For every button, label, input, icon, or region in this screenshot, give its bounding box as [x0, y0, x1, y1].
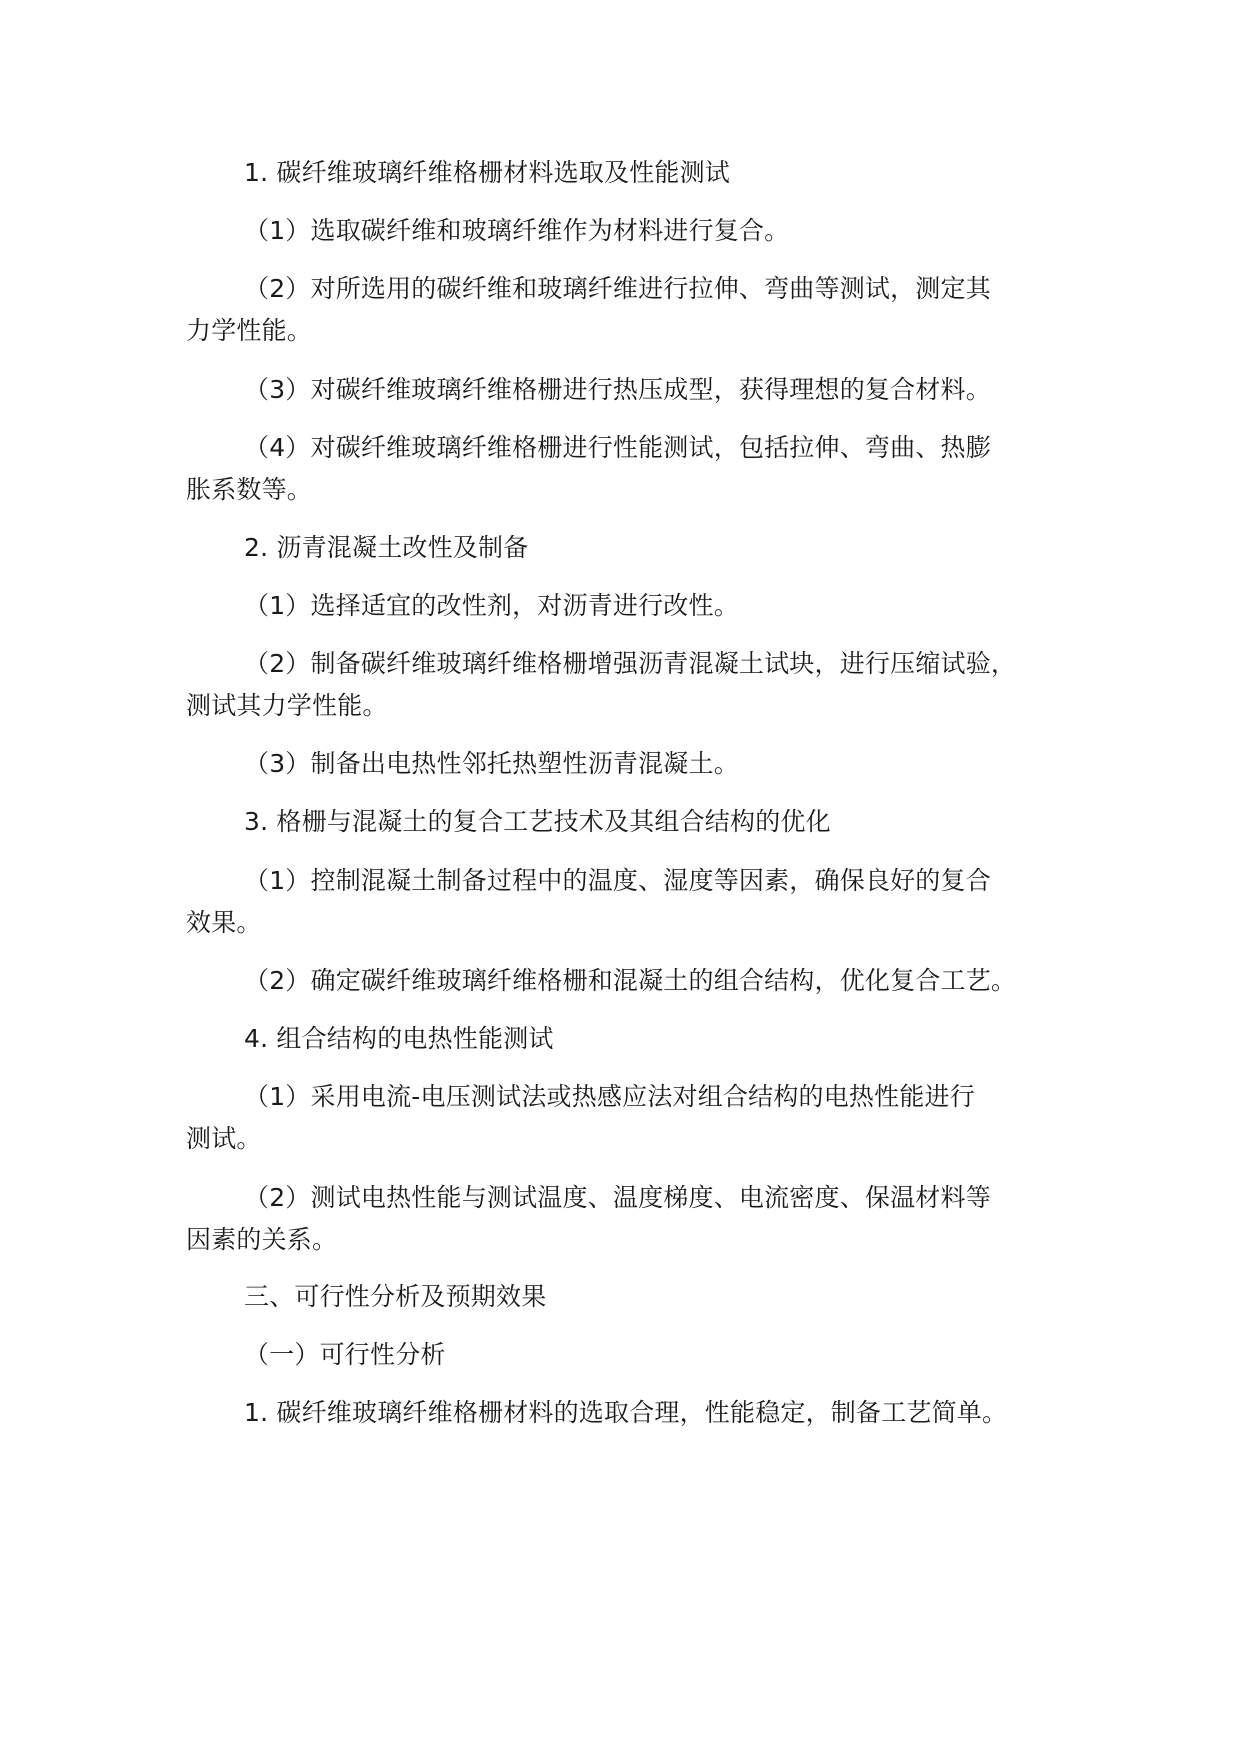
paragraph-3-2: （2）确定碳纤维玻璃纤维格栅和混凝土的组合结构，优化复合工艺。 [244, 966, 1017, 995]
section-heading-1: 1. 碳纤维玻璃纤维格栅材料选取及性能测试 [244, 158, 731, 187]
subsection-heading-1: （一）可行性分析 [244, 1340, 446, 1369]
paragraph-4-2: （2）测试电热性能与测试温度、温度梯度、电流密度、保温材料等 [244, 1183, 991, 1212]
paragraph-1-2-cont: 力学性能。 [186, 316, 313, 345]
paragraph-2-3: （3）制备出电热性邻托热塑性沥青混凝土。 [244, 749, 739, 778]
paragraph-4-1-cont: 测试。 [186, 1124, 262, 1153]
paragraph-4-2-cont: 因素的关系。 [186, 1225, 338, 1254]
paragraph-1-1: （1）选取碳纤维和玻璃纤维作为材料进行复合。 [244, 216, 790, 245]
paragraph-4-1: （1）采用电流-电压测试法或热感应法对组合结构的电热性能进行 [244, 1082, 975, 1111]
section-heading-2: 2. 沥青混凝土改性及制备 [244, 533, 529, 562]
feasibility-item-1: 1. 碳纤维玻璃纤维格栅材料的选取合理，性能稳定，制备工艺简单。 [244, 1398, 1008, 1427]
paragraph-1-4: （4）对碳纤维玻璃纤维格栅进行性能测试，包括拉伸、弯曲、热膨 [244, 433, 991, 462]
paragraph-2-2-cont: 测试其力学性能。 [186, 691, 388, 720]
paragraph-1-4-cont: 胀系数等。 [186, 475, 313, 504]
paragraph-3-1-cont: 效果。 [186, 908, 262, 937]
section-heading-4: 4. 组合结构的电热性能测试 [244, 1024, 554, 1053]
chapter-heading-3: 三、可行性分析及预期效果 [244, 1282, 547, 1311]
section-heading-3: 3. 格栅与混凝土的复合工艺技术及其组合结构的优化 [244, 807, 831, 836]
paragraph-2-1: （1）选择适宜的改性剂，对沥青进行改性。 [244, 591, 739, 620]
paragraph-1-3: （3）对碳纤维玻璃纤维格栅进行热压成型，获得理想的复合材料。 [244, 375, 991, 404]
paragraph-2-2: （2）制备碳纤维玻璃纤维格栅增强沥青混凝土试块，进行压缩试验， [244, 649, 1017, 678]
paragraph-1-2: （2）对所选用的碳纤维和玻璃纤维进行拉伸、弯曲等测试，测定其 [244, 274, 991, 303]
paragraph-3-1: （1）控制混凝土制备过程中的温度、湿度等因素，确保良好的复合 [244, 866, 991, 895]
